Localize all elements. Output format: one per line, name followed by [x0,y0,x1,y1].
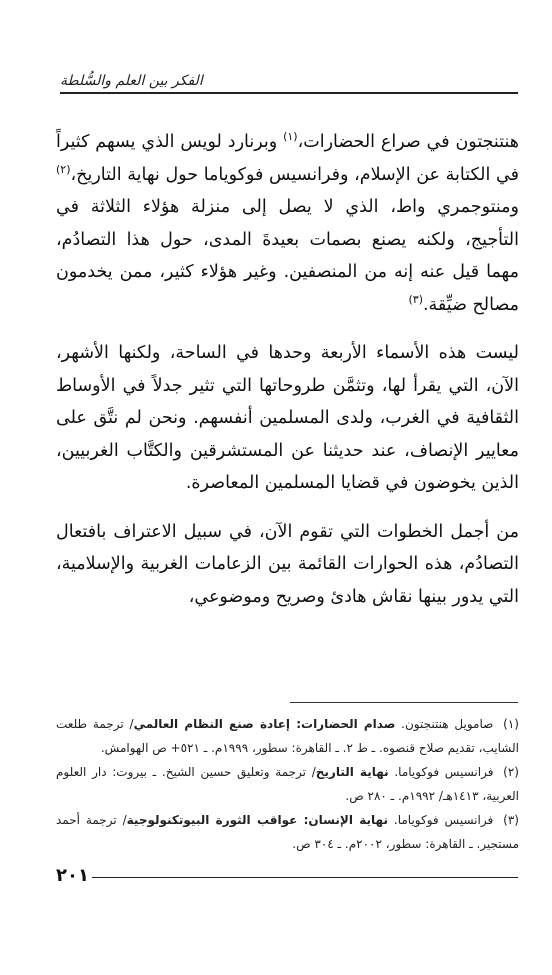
footnote-title: نهاية الإنسان: عواقب الثورة البيوتكنولوجية [126,813,388,827]
footnote [56,712,519,760]
footer-rule [92,877,518,878]
footnote-details: / ترجمة وتعليق حسين الشيخ. ـ بيروت: دار العلوم العربية، ١٤١٣هـ/ ١٩٩٢م. ـ ٢٨٠ ص. [56,765,519,803]
text-run: هنتنجتون في صراع الحضارات، [297,132,519,152]
page-number: ٢٠١ [56,865,89,886]
footnote-ref: (٣) [408,292,423,306]
footnote-author: فرانسيس فوكوياما. [393,813,494,827]
running-title: الفكر بين العلم والسُّلطة [60,73,203,89]
text-run: ومنتوجمري واط، الذي لا يصل إلى منزلة هؤلاء الثلاثة في التأجيج، ولكنه يصنع بصمات بعيدةَ المدى، حول هذا التصادُم، مهما قيل عنه إنه من المنصفين. وغير هؤلاء كثير، ممن يخدمون مصالح ضيِّقة. [56,197,519,315]
footnote [56,808,519,856]
paragraph [56,126,519,321]
footnote-author: صامويل هنتنجتون. [401,717,494,731]
footnote-ref: (١) [283,130,298,144]
main-text [56,126,519,613]
footnote-ref: (٢) [56,162,71,176]
footnote-number: (٣) [503,813,519,827]
page-footer [56,865,518,887]
text-run: من أجمل الخطوات التي تقوم الآن، في سبيل الاعتراف بافتعال التصادُم، هذه الحوارات القائمة بين الزعامات الغربية والإسلامية، التي يدور بينها نقاش هادئ وصريح وموضوعي، [56,521,519,607]
text-run: وبرنارد لويس الذي يسهم كثيراً في الكتابة عن الإسلام، وفرانسيس فوكوياما حول نهاية التاريخ، [56,132,519,185]
paragraph [56,337,519,500]
paragraph [56,516,519,614]
footnote-title: صدام الحضارات: إعادة صنع النظام العالمي [133,717,396,731]
footnote [56,760,519,808]
footnote-details: / ترجمة أحمد مستجير. ـ القاهرة: سطور، ٢٠٠٢م. ـ ٣٠٤ ص. [56,813,519,851]
footnotes [56,712,519,856]
footnote-details: / ترجمة طلعت الشايب، تقديم صلاح قنصوه. ـ ط ٢. ـ القاهرة: سطور، ١٩٩٩م. ـ ٥٢١+ ص الهوامش. [56,717,519,755]
footnote-separator [290,702,518,703]
running-header [0,20,552,100]
header-rule [60,92,518,94]
footnote-title: نهاية التاريخ [315,765,389,779]
footnote-author: فرانسيس فوكوياما. [394,765,494,779]
footnote-number: (٢) [503,765,519,779]
text-run: ليست هذه الأسماء الأربعة وحدها في الساحة، ولكنها الأشهر، الآن، التي يقرأ لها، وتثمَّن طروحاتها التي تثير جدلاً في الأوساط الثقافية في الغرب، ولدى المسلمين أنفسهم. ونحن لم نتَّق على معايير الإنصاف، عند حديثنا عن المستشرقين والكتَّاب الغربيين، الذين يخوضون في قضايا المسلمين المعاصرة. [56,343,519,493]
footnote-number: (١) [503,717,519,731]
